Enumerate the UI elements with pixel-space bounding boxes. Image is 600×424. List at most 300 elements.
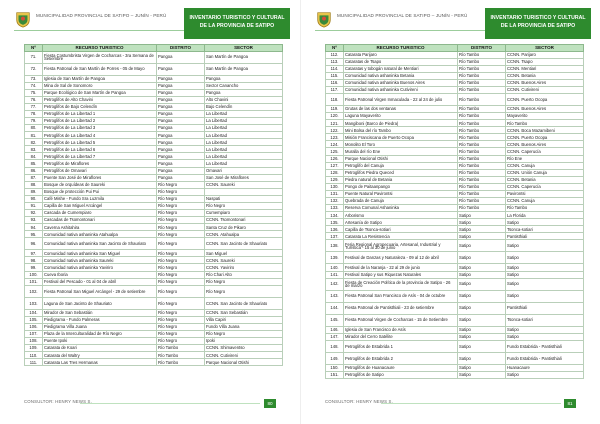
cell-resource: Puente San José de Miraflores <box>43 174 157 181</box>
cell-resource: Mirador del Cerro Satélite <box>344 333 458 340</box>
cell-sector: San Miguel <box>205 250 283 257</box>
cell-resource: Petroglifos de Omavari <box>43 167 157 174</box>
table-row <box>326 364 584 371</box>
cell-district: Satipo <box>458 278 506 290</box>
cell-district: Pangoa <box>157 51 205 63</box>
cell-sector: Satipo <box>506 252 584 264</box>
cell-resource: Fiesta de Creación Política de la provincia de Satipo - 26 de marzo <box>344 278 458 290</box>
cell-district: Río Tambo <box>458 176 506 183</box>
cell-resource: Bosque de protección Pui Pui <box>43 188 157 195</box>
cell-resource: Parque Ecológico de San Martín de Pangoa <box>43 89 157 96</box>
cell-sector: Mayaverito <box>506 113 584 120</box>
cell-resource: Mini Bolsa del río Tambo <box>344 127 458 134</box>
cell-resource: Misión Franciscana de Puerto Ocopa <box>344 134 458 141</box>
cell-number: 144. <box>326 302 344 314</box>
table-row <box>25 188 283 195</box>
cell-sector: Río Negro <box>205 330 283 337</box>
cell-district: Río Negro <box>157 338 205 345</box>
column-header-district: DISTRITO <box>157 45 205 52</box>
cell-sector: Bajo Celendín <box>205 103 283 110</box>
cell-number: 131. <box>326 190 344 197</box>
cell-resource: Laguna Mayaverito <box>344 113 458 120</box>
cell-number: 78. <box>25 110 43 117</box>
cell-sector: Alto Chavini <box>205 96 283 103</box>
municipality-label: MUNICIPALIDAD PROVINCIAL DE SATIPO – JUNÍN - PERÚ <box>337 13 468 18</box>
cell-district: Río Negro <box>157 181 205 188</box>
cell-resource: Petroglifos de La Libertad 4 <box>43 132 157 139</box>
table-row <box>25 352 283 359</box>
cell-sector: CCNN. Cutivireni <box>205 352 283 359</box>
cell-district: Río Negro <box>157 188 205 195</box>
cell-resource: Monolito El Toro <box>344 141 458 148</box>
cell-district: Río Tambo <box>458 51 506 58</box>
table-row <box>326 183 584 190</box>
table-row <box>326 72 584 79</box>
municipal-crest-icon <box>315 10 333 28</box>
cell-sector: Tsonca-sotiari <box>506 226 584 233</box>
table-row <box>326 271 584 278</box>
cell-resource: Festival Satipo y sus Riquezas Naturales <box>344 271 458 278</box>
cell-number: 95. <box>25 231 43 238</box>
cell-district: Satipo <box>458 219 506 226</box>
cell-number: 120. <box>326 113 344 120</box>
cell-number: 115. <box>326 72 344 79</box>
column-header-number: Nº <box>326 45 344 52</box>
table-row <box>25 167 283 174</box>
cell-number: 97. <box>25 250 43 257</box>
table-row <box>326 79 584 86</box>
cell-number: 71. <box>25 51 43 63</box>
cell-district: Río Negro <box>157 250 205 257</box>
cell-resource: Puente Ipoki <box>43 338 157 345</box>
cell-sector: Pangoa <box>205 89 283 96</box>
cell-district: Río Negro <box>157 217 205 224</box>
cell-sector: Río Negro <box>205 285 283 297</box>
cell-number: 82. <box>25 139 43 146</box>
cell-sector: CCNN. Buenos Aires <box>506 79 584 86</box>
cell-district: Río Negro <box>157 271 205 278</box>
cell-number: 135. <box>326 219 344 226</box>
table-row <box>25 146 283 153</box>
cell-resource: Petroglifo del Canuja <box>344 162 458 169</box>
column-header-resource: RECURSO TURISTICO <box>344 45 458 52</box>
cell-district: Río Tambo <box>458 93 506 105</box>
table-row <box>326 233 584 240</box>
table-row <box>326 190 584 197</box>
table-row <box>326 371 584 378</box>
cell-sector: La Libertad <box>205 125 283 132</box>
cell-number: 98. <box>25 257 43 264</box>
cell-resource: Plaza de la Interculturalidad de Río Negro <box>43 330 157 337</box>
cell-number: 148. <box>326 340 344 352</box>
cell-district: Río Tambo <box>458 120 506 127</box>
cell-number: 116. <box>326 79 344 86</box>
column-header-sector: SECTOR <box>506 45 584 52</box>
cell-resource: Petroglifos de La Libertad 6 <box>43 146 157 153</box>
cell-number: 93. <box>25 217 43 224</box>
cell-sector: CCNN. Mentiari <box>506 65 584 72</box>
cell-number: 106. <box>25 323 43 330</box>
header-rule <box>315 30 485 31</box>
cell-sector: Satipo <box>506 219 584 226</box>
cell-number: 74. <box>25 82 43 89</box>
header-rule <box>14 30 184 31</box>
table-row <box>25 285 283 297</box>
cell-resource: Festival de la Naranja - 22 al 29 de junio <box>344 264 458 271</box>
cell-number: 108. <box>25 338 43 345</box>
cell-resource: Fiesta Patronal de Pantisthiali - 23 de setiembre <box>344 302 458 314</box>
cell-resource: Mina de Sal de Sonomoro <box>43 82 157 89</box>
cell-district: Río Tambo <box>458 72 506 79</box>
cell-district: Satipo <box>458 352 506 364</box>
cell-sector: CCNN. San Jacinto de Shauriato <box>205 238 283 250</box>
cell-number: 111. <box>25 359 43 366</box>
cell-resource: Petroglifos de Miraflores <box>43 160 157 167</box>
cell-sector: Pavirontsi <box>506 190 584 197</box>
cell-district: Pangoa <box>157 103 205 110</box>
cell-district: Pangoa <box>157 146 205 153</box>
cell-sector: Río Negro <box>205 202 283 209</box>
table-row <box>326 134 584 141</box>
consultant-footer: CONSULTOR: HENRY NEWS S. <box>325 399 393 404</box>
cell-sector: San Martín de Pangoa <box>205 51 283 63</box>
cell-number: 122. <box>326 127 344 134</box>
cell-district: Pangoa <box>157 125 205 132</box>
cell-sector: CCNN. Tsapo <box>506 58 584 65</box>
cell-district: Satipo <box>458 212 506 219</box>
table-row <box>326 51 584 58</box>
table-row <box>25 278 283 285</box>
cell-sector: Pantisthiali <box>506 233 584 240</box>
cell-sector: Satipo <box>506 271 584 278</box>
cell-sector: CCNN. Boca Mazamibeni <box>506 127 584 134</box>
cell-number: 77. <box>25 103 43 110</box>
title-banner <box>485 8 591 39</box>
inventory-table <box>325 44 584 379</box>
cell-sector: CCNN. Canuja <box>506 197 584 204</box>
cell-sector: Satipo <box>506 264 584 271</box>
cell-sector: Río Ene <box>506 155 584 162</box>
cell-sector: San José de Miraflores <box>205 174 283 181</box>
cell-number: 125. <box>326 148 344 155</box>
table-row <box>326 314 584 326</box>
cell-number: 132. <box>326 197 344 204</box>
cell-resource: Muralla del río Ene <box>344 148 458 155</box>
cell-number: 143. <box>326 290 344 302</box>
table-row <box>25 257 283 264</box>
cell-resource: Festival del Pescado - 01 al 04 de abril <box>43 278 157 285</box>
table-body <box>25 51 283 366</box>
cell-number: 75. <box>25 89 43 96</box>
table-row <box>25 153 283 160</box>
table-row <box>326 226 584 233</box>
cell-sector: Omavari <box>205 167 283 174</box>
cell-sector: Río Tambo <box>506 120 584 127</box>
cell-number: 150. <box>326 364 344 371</box>
cell-sector: Ipoki <box>205 338 283 345</box>
cell-district: Río Negro <box>157 202 205 209</box>
cell-number: 100. <box>25 271 43 278</box>
cell-district: Río Negro <box>157 231 205 238</box>
cell-district: Satipo <box>458 240 506 252</box>
cell-resource: Catarata La Resistencia <box>344 233 458 240</box>
cell-resource: Petroglifos de Estabrida 1 <box>344 340 458 352</box>
cell-district: Río Tambo <box>458 105 506 112</box>
cell-district: Río Tambo <box>458 190 506 197</box>
cell-sector: CCNN. Cutivireni <box>506 86 584 93</box>
table-row <box>326 197 584 204</box>
cell-sector: Satipo <box>506 333 584 340</box>
cell-number: 117. <box>326 86 344 93</box>
cell-district: Pangoa <box>157 75 205 82</box>
cell-number: 142. <box>326 278 344 290</box>
table-row <box>326 219 584 226</box>
inventory-table <box>24 44 283 366</box>
cell-district: Pangoa <box>157 153 205 160</box>
table-row <box>326 252 584 264</box>
table-row <box>326 148 584 155</box>
cell-number: 102. <box>25 285 43 297</box>
page-number: 80 <box>264 399 276 408</box>
cell-resource: Piedigrama Villa Juana <box>43 323 157 330</box>
cell-resource: Petroglifos de Alto Chavini <box>43 96 157 103</box>
cell-sector: Pangoa <box>205 75 283 82</box>
table-row <box>25 217 283 224</box>
cell-number: 91. <box>25 202 43 209</box>
table-row <box>326 340 584 352</box>
cell-resource: Petroglifos de Huanacaure <box>344 364 458 371</box>
cell-district: Pangoa <box>157 160 205 167</box>
table-row <box>326 127 584 134</box>
table-row <box>326 333 584 340</box>
cell-resource: Petroglifos de La Libertad 7 <box>43 153 157 160</box>
cell-sector <box>205 188 283 195</box>
cell-district: Río Tambo <box>458 197 506 204</box>
cell-sector: CCNN. Tsomontonari <box>205 217 283 224</box>
cell-sector: Villa Capiri <box>205 316 283 323</box>
footer-rule <box>80 403 260 404</box>
cell-district: Río Tambo <box>458 134 506 141</box>
table-row <box>326 352 584 364</box>
table-row <box>326 212 584 219</box>
cell-district: Río Tambo <box>458 113 506 120</box>
table-row <box>25 202 283 209</box>
cell-district: Río Negro <box>157 195 205 202</box>
cell-sector: Satipo <box>506 278 584 290</box>
cell-district: Pangoa <box>157 96 205 103</box>
cell-resource: Fiesta Patronal Virgen de Cocharcas - 15 de Setiembre <box>344 314 458 326</box>
cell-resource: Petroglifos de Estabrida 2 <box>344 352 458 364</box>
cell-sector: CCNN. Puerto Ocopa <box>506 134 584 141</box>
cell-resource: Piedigrama - Fundo Palmeras <box>43 316 157 323</box>
cell-sector: CCNN. Saureki <box>205 257 283 264</box>
cell-district: Río Tambo <box>458 58 506 65</box>
cell-resource: Café Mishe - Fundo Sra Luzmila <box>43 195 157 202</box>
cell-sector: Río Tambo <box>506 205 584 212</box>
cell-district: Satipo <box>458 302 506 314</box>
table-row <box>25 103 283 110</box>
cell-number: 113. <box>326 58 344 65</box>
cell-sector: Satipo <box>506 240 584 252</box>
cell-sector: CCNN. Shimaventso <box>205 345 283 352</box>
cell-sector: CCNN. Betania <box>506 176 584 183</box>
cell-number: 110. <box>25 352 43 359</box>
cell-resource: Artesanía de Satipo <box>344 219 458 226</box>
table-row <box>25 89 283 96</box>
cell-sector: Río Chari Alto <box>205 271 283 278</box>
cell-number: 85. <box>25 160 43 167</box>
cell-district: Pangoa <box>157 63 205 75</box>
cell-number: 83. <box>25 146 43 153</box>
cell-sector: Naspati <box>205 195 283 202</box>
cell-resource: Iglesia de San Martín de Pangoa <box>43 75 157 82</box>
cell-resource: Fiesta Patronal San Miguel Arcángel - 29 de setiembre <box>43 285 157 297</box>
cell-number: 80. <box>25 125 43 132</box>
cell-sector: CCNN. Canuja <box>506 162 584 169</box>
cell-district: Río Negro <box>157 297 205 309</box>
table-row <box>326 58 584 65</box>
table-row <box>25 209 283 216</box>
table-row <box>326 113 584 120</box>
cell-district: Satipo <box>458 264 506 271</box>
cell-sector: Tsonca-sotiari <box>506 314 584 326</box>
table-row <box>25 297 283 309</box>
table-row <box>25 338 283 345</box>
table-row <box>25 160 283 167</box>
cell-sector: Sector Canancho <box>205 82 283 89</box>
cell-number: 121. <box>326 120 344 127</box>
cell-number: 128. <box>326 169 344 176</box>
cell-resource: Fiesta Patronal de San Martín de Porres - 05 de Mayo <box>43 63 157 75</box>
cell-resource: Caverna Ashitahira <box>43 224 157 231</box>
cell-sector: Satipo <box>506 371 584 378</box>
cell-number: 149. <box>326 352 344 364</box>
cell-sector: Pantisthiali <box>506 302 584 314</box>
cell-district: Río Tambo <box>157 359 205 366</box>
page-number: 81 <box>564 399 576 408</box>
table-row <box>326 86 584 93</box>
cell-number: 114. <box>326 65 344 72</box>
cell-sector: CCNN. Parijaro <box>506 51 584 58</box>
cell-number: 84. <box>25 153 43 160</box>
banner-line-1: INVENTARIO TURISTICO Y CULTURAL <box>490 15 586 21</box>
column-header-sector: SECTOR <box>205 45 283 52</box>
page-header <box>301 0 600 44</box>
municipality-label: MUNICIPALIDAD PROVINCIAL DE SATIPO – JUNÍN - PERÚ <box>36 13 167 18</box>
cell-resource: Bosque de orquídeas de Saureki <box>43 181 157 188</box>
cell-sector: La Libertad <box>205 153 283 160</box>
cell-sector: Satipo <box>506 326 584 333</box>
cell-resource: Grutas de las dos ventanas <box>344 105 458 112</box>
column-header-resource: RECURSO TURISTICO <box>43 45 157 52</box>
cell-number: 104. <box>25 309 43 316</box>
cell-sector: Fundo Villa Juana <box>205 323 283 330</box>
cell-district: Río Tambo <box>458 141 506 148</box>
cell-district: Satipo <box>458 233 506 240</box>
table-row <box>326 302 584 314</box>
cell-sector: San Martín de Pangoa <box>205 63 283 75</box>
cell-number: 73. <box>25 75 43 82</box>
column-header-district: DISTRITO <box>458 45 506 52</box>
cell-number: 89. <box>25 188 43 195</box>
cell-resource: Pongo de Paitaanpango <box>344 183 458 190</box>
cell-resource: Arborismo <box>344 212 458 219</box>
cell-number: 81. <box>25 132 43 139</box>
cell-resource: Comunidad nativa ashaninka Atahualpa <box>43 231 157 238</box>
table-row <box>25 264 283 271</box>
cell-resource: Fiesta Patronal San Francisco de Asís - 04 de octubre <box>344 290 458 302</box>
cell-resource: Comunidad nativa ashaninka Buenos Aires <box>344 79 458 86</box>
cell-number: 79. <box>25 117 43 124</box>
cell-district: Río Tambo <box>458 183 506 190</box>
cell-district: Satipo <box>458 252 506 264</box>
table-row <box>25 238 283 250</box>
table-row <box>326 176 584 183</box>
cell-sector: CCNN. Saureki <box>205 181 283 188</box>
cell-district: Río Negro <box>157 309 205 316</box>
cell-resource: Cascada de Cumempiaro <box>43 209 157 216</box>
cell-number: 87. <box>25 174 43 181</box>
cell-district: Satipo <box>458 314 506 326</box>
table-row <box>25 345 283 352</box>
cell-district: Río Negro <box>157 316 205 323</box>
cell-district: Satipo <box>458 271 506 278</box>
cell-resource: Fiesta Costumbrista Virgen de Cocharcas - 3ra Semana de Setiembre <box>43 51 157 63</box>
cell-sector: Fundo Estabrida - Pantisthiali <box>506 352 584 364</box>
cell-number: 96. <box>25 238 43 250</box>
cell-resource: Cataratas y tobogán natural de Mentiari <box>344 65 458 72</box>
cell-district: Río Tambo <box>458 155 506 162</box>
cell-resource: Puente Natural Pavirontsi <box>344 190 458 197</box>
cell-resource: Parque Nacional Otishi <box>344 155 458 162</box>
cell-resource: Mangiboni (Barco de Piedra) <box>344 120 458 127</box>
cell-sector: La Libertad <box>205 110 283 117</box>
cell-sector: CCNN. San Jacinto de Shauriato <box>205 297 283 309</box>
column-header-number: Nº <box>25 45 43 52</box>
cell-sector: La Florida <box>506 212 584 219</box>
table-row <box>326 105 584 112</box>
cell-district: Río Negro <box>157 224 205 231</box>
cell-resource: Laguna de San Jacinto de Shauriato <box>43 297 157 309</box>
table-row <box>25 224 283 231</box>
footer-rule <box>381 403 561 404</box>
cell-number: 130. <box>326 183 344 190</box>
cell-sector: CCNN. Atahualpa <box>205 231 283 238</box>
cell-resource: Comunidad nativa ashaninka Saureki <box>43 257 157 264</box>
table-row <box>25 96 283 103</box>
cell-district: Río Negro <box>157 264 205 271</box>
cell-district: Pangoa <box>157 117 205 124</box>
cell-sector: Satipo <box>506 290 584 302</box>
cell-district: Río Negro <box>157 330 205 337</box>
table-row <box>25 82 283 89</box>
cell-number: 126. <box>326 155 344 162</box>
cell-number: 123. <box>326 134 344 141</box>
cell-district: Río Negro <box>157 238 205 250</box>
cell-sector: La Libertad <box>205 132 283 139</box>
table-row <box>326 290 584 302</box>
cell-number: 76. <box>25 96 43 103</box>
table-row <box>25 75 283 82</box>
cell-number: 86. <box>25 167 43 174</box>
cell-district: Río Tambo <box>458 65 506 72</box>
cell-resource: Fiesta Patronal Virgen Inmaculada - 22 al 24 de julio <box>344 93 458 105</box>
table-row <box>326 155 584 162</box>
cell-number: 92. <box>25 209 43 216</box>
cell-sector: Huanacaure <box>506 364 584 371</box>
table-row <box>25 110 283 117</box>
cell-number: 147. <box>326 333 344 340</box>
